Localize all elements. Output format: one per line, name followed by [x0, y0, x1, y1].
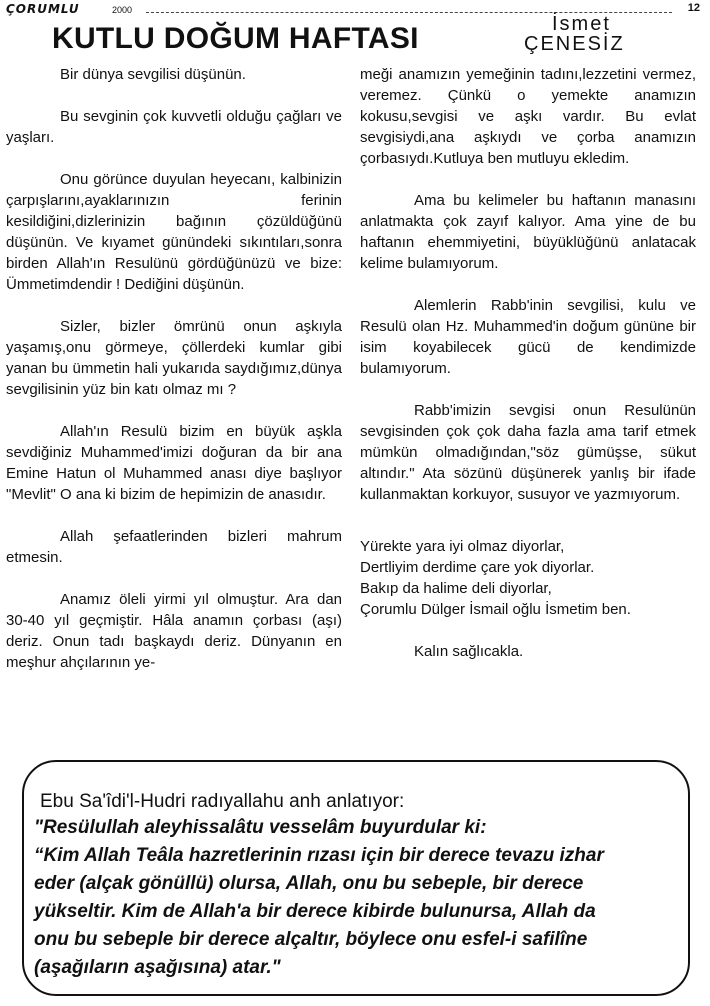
paragraph: Allah şefaatlerinden bizleri mahrum etmesin.	[6, 528, 342, 566]
publication-logo: ÇORUMLU	[6, 2, 80, 16]
poem-line: Çorumlu Dülger İsmail oğlu İsmetim ben.	[360, 601, 631, 618]
paragraph: Bu sevginin çok kuvvetli olduğu çağları ve yaşları.	[6, 108, 342, 146]
paragraph: Rabb'imizin sevgisi onun Resulünün sevgisinden çok çok daha fazla ama tarif etmek mümkün olmadığından,"söz gümüşse, sükut altındır." Ata sözünü düşünerek yanlış bir ifade kullanmaktan korkuyor, susuyor ve yazmıyorum.	[360, 402, 696, 503]
issue-year: 2000	[112, 5, 133, 15]
right-column	[360, 64, 696, 683]
hadith-line: onu bu sebeple bir derece alçaltır, böylece onu esfel-i safilîne	[34, 929, 588, 950]
hadith-box	[22, 760, 690, 996]
hadith-line: eder (alçak gönüllü) olursa, Allah, onu bu sebeple, bir derece	[34, 873, 584, 894]
poem-line: Bakıp da halime deli diyorlar,	[360, 580, 552, 597]
paragraph: Ama bu kelimeler bu haftanın manasını anlatmakta çok zayıf kalıyor. Ama yine de bu haftanın ehemmiyetini, büyüklüğünü anlatacak kelime bulamıyorum.	[360, 192, 696, 272]
paragraph: Allah'ın Resulü bizim en büyük aşkla sevdiğiniz Muhammed'imizi doğuran da bir ana Emine Hatun ol Muhammed anası diye başlıyor "Mevlit" O ana ki bizim de hepimizin de anasıdır.	[6, 423, 342, 503]
left-column	[6, 64, 342, 694]
author-first-name: İsmet	[552, 13, 611, 35]
poem	[360, 536, 696, 620]
paragraph: Bir dünya sevgilisi düşünün.	[60, 66, 246, 83]
hadith-quote	[34, 814, 666, 982]
paragraph: Sizler, bizler ömrünü onun aşkıyla yaşamış,onu görmeye, çöllerdeki kumlar gibi yanan bu ümmetin hali yukarıda saydığımız,dünya sevgilisinin yüz bin katı olmaz mı ?	[6, 318, 342, 398]
hadith-line: yükseltir. Kim de Allah'a bir derece kibirde bulunursa, Allah da	[34, 901, 596, 922]
page-number: 12	[687, 2, 700, 14]
article-title: KUTLU DOĞUM HAFTASI	[52, 22, 419, 55]
paragraph: Onu görünce duyulan heyecanı, kalbinizin çarpışlarını,ayaklarınızın ferinin kesildiğini,dizlerinizin bağının çözüldüğünü düşünün. Ve kıyamet günündeki sıkıntıları,sonra birden Allah'ın Resulünü gördüğünüzü ve bize: Ümmetimdendir ! Dediğini düşünün.	[6, 171, 342, 293]
paragraph-continuation: meği anamızın yemeğinin tadını,lezzetini vermez, veremez. Çünkü o yemekte anamızın kokusu,sevgisi ve aşkı vardır. Bu evlat sevgisiydi,ana aşkıydı ve çorba anamızın çorbasıydı.Kutluya ben mutluyu ekledim.	[360, 66, 696, 167]
author-last-name: ÇENESİZ	[524, 33, 625, 55]
closing-line: Kalın sağlıcakla.	[414, 643, 524, 660]
poem-line: Dertliyim derdime çare yok diyorlar.	[360, 559, 595, 576]
article-author	[520, 14, 690, 54]
hadith-intro: Ebu Sa'îdi'l-Hudri radıyallahu anh anlatıyor:	[40, 791, 405, 812]
paragraph: Alemlerin Rabb'inin sevgilisi, kulu ve Resulü olan Hz. Muhammed'in doğum gününe bir isim koyabilecek gücü de kendimizde bulamıyorum.	[360, 297, 696, 377]
hadith-line: “Kim Allah Teâla hazretlerinin rızası için bir derece tevazu izhar	[34, 845, 604, 866]
hadith-line: (aşağıların aşağısına) atar."	[34, 957, 281, 978]
hadith-line: "Resülullah aleyhissalâtu vesselâm buyurdular ki:	[34, 817, 487, 838]
poem-line: Yürekte yara iyi olmaz diyorlar,	[360, 538, 565, 555]
paragraph: Anamız öleli yirmi yıl olmuştur. Ara dan 30-40 yıl geçmiştir. Hâla anamın çorbası (aşı) deriz. Onun tadı başkaydı deriz. Dünyanın en meşhur ahçılarının ye-	[6, 591, 342, 671]
